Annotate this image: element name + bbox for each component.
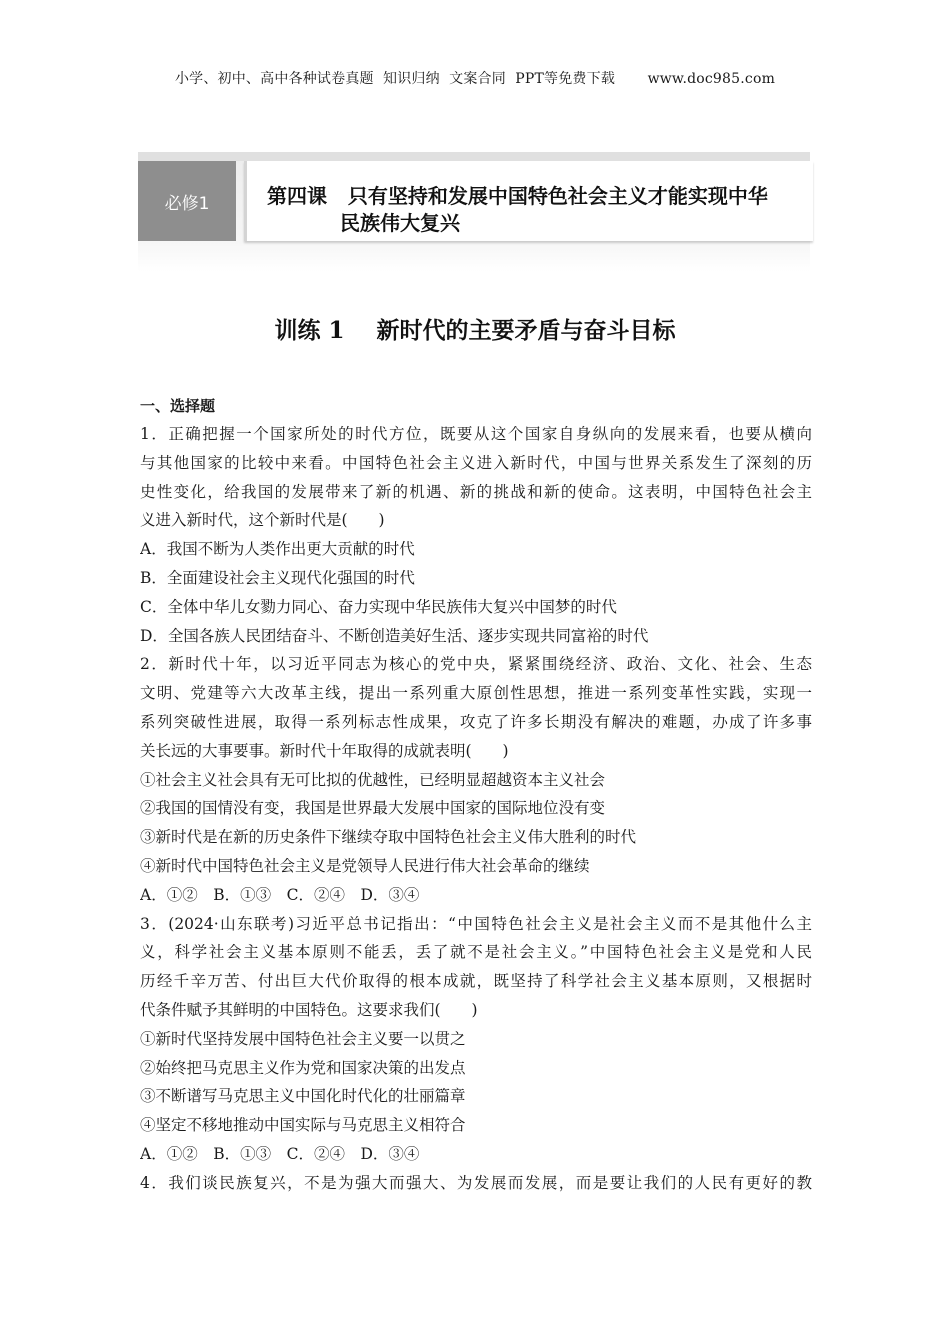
question-stem-line: 系列突破性进展，取得一系列标志性成果，攻克了许多长期没有解决的难题，办成了许多事 — [140, 712, 812, 731]
question-stem-line: 关长远的大事要事。新时代十年取得的成就表明( ) — [140, 741, 509, 760]
question-4 — [140, 1169, 812, 1198]
statement-2: ②始终把马克思主义作为党和国家决策的出发点 — [140, 1058, 466, 1077]
answer-option-d: D．全国各族人民团结奋斗、不断创造美好生活、逐步实现共同富裕的时代 — [140, 626, 649, 645]
question-stem-line: 与其他国家的比较中来看。中国特色社会主义进入新时代，中国与世界关系发生了深刻的历 — [140, 453, 812, 472]
answer-options-row: A．①② B．①③ C．②④ D．③④ — [140, 885, 420, 904]
question-stem-line: 历经千辛万苦、付出巨大代价取得的根本成就，既坚持了科学社会主义基本原则，又根据时 — [140, 972, 812, 991]
answer-option-a: A．我国不断为人类作出更大贡献的时代 — [140, 540, 415, 559]
question-content — [140, 392, 812, 1198]
statement-3: ③不断谱写马克思主义中国化时代化的壮丽篇章 — [140, 1087, 466, 1106]
question-stem-line: 义，科学社会主义基本原则不能丢，丢了就不是社会主义。”中国特色社会主义是党和人民 — [140, 943, 812, 962]
question-stem-line: 2．新时代十年，以习近平同志为核心的党中央，紧紧围绕经济、政治、文化、社会、生态 — [140, 655, 812, 674]
module-label: 必修1 — [138, 161, 236, 241]
statement-4: ④坚定不移地推动中国实际与马克思主义相符合 — [140, 1116, 466, 1135]
statement-2: ②我国的国情没有变，我国是世界最大发展中国家的国际地位没有变 — [140, 799, 606, 818]
statement-1: ①社会主义社会具有无可比拟的优越性，已经明显超越资本主义社会 — [140, 770, 606, 789]
question-stem-line: 史性变化，给我国的发展带来了新的机遇、新的挑战和新的使命。这表明，中国特色社会主 — [140, 482, 812, 501]
question-stem-line: 4．我们谈民族复兴，不是为强大而强大、为发展而发展，而是要让我们的人民有更好的教 — [140, 1173, 812, 1192]
statement-4: ④新时代中国特色社会主义是党领导人民进行伟大社会革命的继续 — [140, 856, 590, 875]
question-stem-line: 1．正确把握一个国家所处的时代方位，既要从这个国家自身纵向的发展来看，也要从横向 — [140, 425, 812, 443]
chapter-title-line-2: 民族伟大复兴 — [340, 211, 460, 235]
question-stem-line: 义进入新时代，这个新时代是( ) — [140, 511, 385, 530]
question-stem-line: 3．(2024·山东联考)习近平总书记指出：“中国特色社会主义是社会主义而不是其他什么主 — [140, 914, 812, 933]
section-title: 一、选择题 — [140, 397, 216, 415]
statement-3: ③新时代是在新的历史条件下继续夺取中国特色社会主义伟大胜利的时代 — [140, 828, 637, 847]
document-title: 训练 1 新时代的主要矛盾与奋斗目标 — [274, 317, 676, 344]
question-2 — [140, 650, 812, 909]
chapter-title-card — [244, 161, 813, 241]
answer-option-c: C．全体中华儿女勠力同心、奋力实现中华民族伟大复兴中国梦的时代 — [140, 597, 617, 616]
statement-1: ①新时代坚持发展中国特色社会主义要一以贯之 — [140, 1029, 466, 1048]
question-1 — [140, 420, 812, 650]
question-stem-line: 代条件赋予其鲜明的中国特色。这要求我们( ) — [140, 1000, 478, 1019]
banner-top-strip — [138, 152, 810, 161]
question-3 — [140, 910, 812, 1169]
answer-options-row: A．①② B．①③ C．②④ D．③④ — [140, 1144, 420, 1163]
chapter-title-line-1: 第四课 只有坚持和发展中国特色社会主义才能实现中华 — [267, 184, 768, 208]
site-header: 小学、初中、高中各种试卷真题 知识归纳 文案合同 PPT等免费下载 www.doc985.com — [174, 71, 776, 87]
answer-option-b: B．全面建设社会主义现代化强国的时代 — [140, 568, 415, 587]
chapter-banner — [138, 152, 810, 272]
question-stem-line: 文明、党建等六大改革主线，提出一系列重大原创性思想，推进一系列变革性实践，实现一 — [140, 684, 812, 703]
